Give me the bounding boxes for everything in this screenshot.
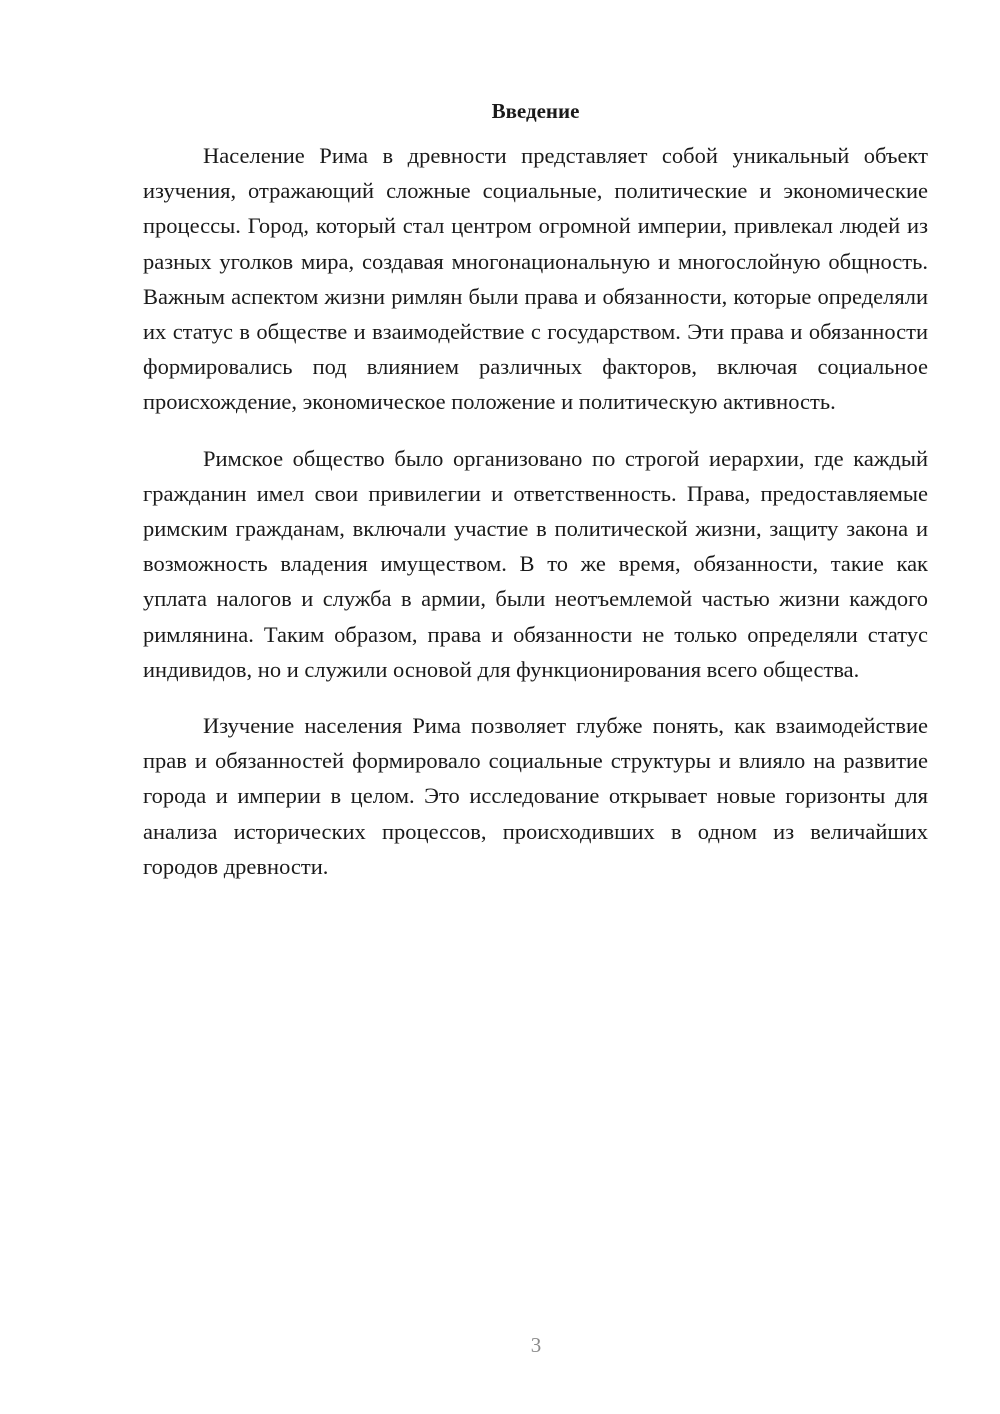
paragraph-1: Население Рима в древности представляет собой уникальный объект изучения, отражающий сложные социальные, политические и экономические процессы. Город, который стал центром огромной империи, привлекал людей из разных уголков мира, создавая многонациональную и многослойную общность. Важным аспектом жизни римлян были права и обязанности, которые определяли их статус в обществе и взаимодействие с государством. Эти права и обязанности формировались под влиянием различных факторов, включая социальное происхождение, экономическое положение и политическую активность. bbox=[143, 143, 928, 415]
section-title: Введение bbox=[491, 99, 580, 123]
paragraph-3: Изучение населения Рима позволяет глубже понять, как взаимодействие прав и обязанностей формировало социальные структуры и влияло на развитие города и империи в целом. Это исследование открывает новые горизонты для анализа исторических процессов, происходивших в одном из величайших городов древности. bbox=[143, 713, 928, 879]
paragraph-2: Римское общество было организовано по строгой иерархии, где каждый гражданин имел свои привилегии и ответственность. Права, предоставляемые римским гражданам, включали участие в политической жизни, защиту закона и возможность владения имуществом. В то же время, обязанности, такие как уплата налогов и служба в армии, были неотъемлемой частью жизни каждого римлянина. Таким образом, права и обязанности не только определяли статус индивидов, но и служили основой для функционирования всего общества. bbox=[143, 445, 928, 682]
page-number: 3 bbox=[530, 1333, 542, 1357]
document-body bbox=[143, 96, 928, 905]
